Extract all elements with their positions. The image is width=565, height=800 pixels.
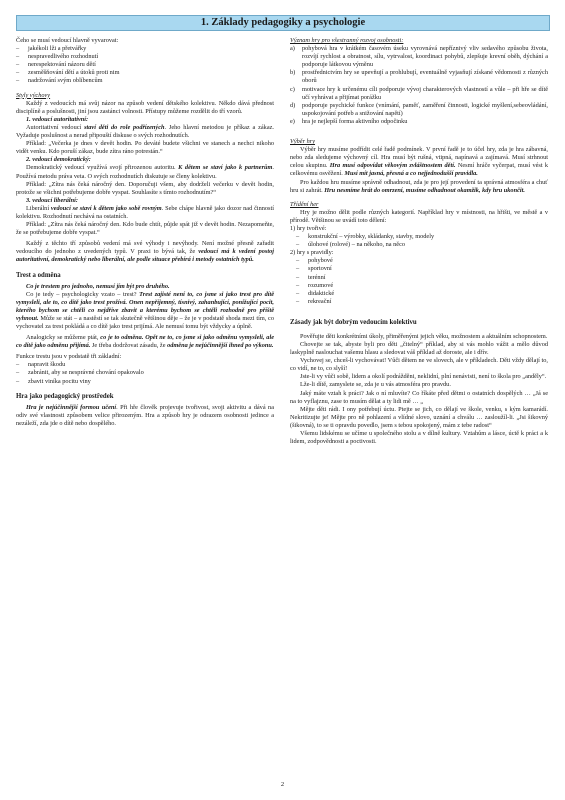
list-item: – zesměšňování dětí a útoků proti nim xyxy=(16,69,120,77)
paragraph: Funkce trestu jsou v podstatě tři základní: xyxy=(16,353,122,361)
subheading: 3. vedoucí liberální: xyxy=(26,196,78,204)
list-item: – pohybové xyxy=(296,257,333,265)
list-item: d) podporuje psychické funkce (vnímání, paměť, zaměření činnosti, logické myšlení,sebeovládání, uspokojování potřeb a snižování napětí) xyxy=(290,101,548,117)
list-item: – napravit škodu xyxy=(16,361,66,369)
paragraph: Jaký máte vztah k práci? Jak o ní mluvíte? Co říkáte před dětmi o ostatních dospělých … „Já se na to vyflajznu, zase to musím dělat a ty lidi mě … „ xyxy=(290,389,548,405)
list-item: – rekreační xyxy=(296,297,332,305)
left-column xyxy=(16,37,274,428)
meaning-heading: Význam hry pro všestranný rozvoj osobnosti: xyxy=(290,37,404,44)
list-item: – konstrukční – výrobky, skládanky, stavby, modely xyxy=(296,233,435,241)
avoid-intro: Čeho se musí vedoucí hlavně vyvarovat: xyxy=(16,37,119,44)
paragraph: Každý z těchto tří způsobů vedení má své výhody i nevýhody. Není možné přesně zařadit vedoucího do jednoho z uvedených typů. V praxi to bývá tak, že vedoucí má k vedení postoj autoritativní, demokratický nebo liberální, ale podle situace přebírá i metody ostatních typů. xyxy=(16,240,275,264)
section-heading: Trest a odměna xyxy=(16,271,61,279)
sort-group-title: 1) hry tvořivé: xyxy=(290,224,327,232)
list-item: – sportovní xyxy=(296,265,332,273)
page-title: 1. Základy pedagogiky a psychologie xyxy=(16,15,550,31)
paragraph: Liberální vedoucí se staví k dětem jako sobě rovným. Sebe chápe hlavně jako dozor nad činností kolektivu. Rozhodnutí nechává na ostatních. xyxy=(16,204,275,220)
list-item: b) prostřednictvím hry se upevňují a prohlubují, eventuálně vyjasňují získané vědomosti z různých oborů xyxy=(290,69,548,85)
list-item: – didaktické xyxy=(296,289,335,297)
list-item: c) motivace hry k určenému cíli podporuje vývoj charakterových vlastností a vůle – při hře se dítě učí vyhrávat a přijímat porážku xyxy=(290,85,548,101)
list-item: – nespravedlivého rozhodnutí xyxy=(16,53,99,61)
paragraph: Příklad: „Zítra nás čeká náročný den. Doporučuji všem, aby dodrželi večerku v devět hodin, protože se všichni potřebujeme dobře vyspat. Souhlasíte s tímto rozhodnutím?“ xyxy=(16,180,274,196)
right-column xyxy=(290,37,548,446)
paragraph: Demokratický vedoucí využívá svojí přirozenou autoritu. K dětem se staví jako k partnerům. Používá metodu práva veta. O svých rozhodnutích diskutuje se členy kolektivu. xyxy=(16,164,274,180)
choice-heading: Výběr hry xyxy=(290,138,316,146)
paragraph: Výběr hry musíme podřídit celé řadě podmínek. V první řadě je to účel hry, zda je hra zábavná, nebo zda sledujeme výchovný cíl. Hra musí být rušná, vtipná, napínavá a zajímavá. Musí strhnout celou skupinu. Hra musí odpovídat věkovým zvláštnostem dětí. Nesmí hráče vyčerpat, musí vést k celkovému osvěžení. Musí mít jasná, přesná a co nejjednodušší pravidla. xyxy=(290,146,548,178)
page-number: 2 xyxy=(280,781,285,788)
paragraph: Chovejte se tak, abyste byli pro děti „čitelný“ příklad, aby si vás mohlo vážit a mělo důvod laskyplně naslouchat vašemu hlasu a sledovat váš příklad až doroste, ale i dřív. xyxy=(290,341,548,357)
subheading: 2. vedoucí demokratický: xyxy=(26,156,91,164)
paragraph: Autoritativní vedoucí staví děti do role podřízených. Jeho hlavní metodou je příkaz a zákaz. Vyžaduje poslušnost a nerad připouští diskuse o svých rozhodnutích. xyxy=(16,123,274,140)
paragraph: Všemu lidskému se učíme u společného stolu a v dílně kultury. Vztahům a lásce, úctě k práci a k lidem, zodpovědnosti a poctivosti. xyxy=(290,430,548,446)
list-item: – jakékoli lži a přetvářky xyxy=(16,45,87,53)
paragraph: Co je tedy – psychologicky vzato – trest? Trest zajisté není to, co jsme si jako trest pro dítě vymysleli, ale to, co dítě jako trest prožívá. Onen nepříjemný, tísnivý, zahanbující, ponižující pocit, kterého bychom se chtěli co nejdříve zbavit a kterému bychom se chtěli rozhodně pro příště vyhnout. Může se stát – a nastěstí se tak skutečně většinou děje – že je v podstatě shoda mezi tím, co vychovatel za trest pokládá a co dítě jako trest prijímá. Ale nemusí tomu být vždycky a úplně. xyxy=(16,290,275,330)
paragraph: Jste-li vy vůči sobě, lidem a okolí podrážděni, neklidní, plní nenávisti, není to škola pro „anděly“. xyxy=(300,373,547,381)
section-heading: Hra jako pedagogický prostředek xyxy=(16,392,114,400)
paragraph: Lže-li dítě, zamyslete se, zda je u vás atmosféra pro pravdu. xyxy=(300,381,451,389)
list-item: e) hra je nejlepší forma aktivního odpočinku xyxy=(290,117,408,125)
list-item: – terénní xyxy=(296,273,326,281)
paragraph: Mějte děti rádi. I ony potřebují úctu. Ptejte se jich, co dělají ve škole, venku, s kým kamarádí. Nekritizujte je! Mějte pro ně pohlazení a vlídné slovo, uznání a chválu … zasloužíl-li. „Jsi šikovný (šikovná), to se ti opravdu povedlo, jsem s tebou spokojený, mám z tebe radost“ xyxy=(290,405,548,429)
sort-group-title: 2) hry s pravidly: xyxy=(290,249,334,257)
paragraph: Každý z vedoucích má svůj názor na způsob vedení dětského kolektivu. Někdo dává přednost disciplíně a poslušnosti, jiní jsou zastánci volnosti. Přístupy můžeme rozdělit do tří vzorů. xyxy=(16,99,274,115)
list-item: – nerespektování názoru dětí xyxy=(16,61,96,69)
list-item: a) pohybová hra v krátkém časovém úseku vyrovnává nepříznivý vliv sedavého způsobu života, rozvíjí rychlost a obratnost, sílu, vytrvalost, koordinaci pohybů, zlepšuje krevní oběh, dýchání a podporuje látkovou výměnu xyxy=(290,45,548,69)
paragraph: Hra je nejúčinnější formou učení. Při hře člověk projevuje tvořivost, svoji aktivitu a dává na odiv své vlastnosti způsobem velice přirozeným. Hra a způsob hry je odrazem osobnosti jedince a nezáleží, zda jde o dítě nebo dospělého. xyxy=(16,403,274,427)
paragraph: Pověřujte děti konkrétními úkoly, přiměřenými jejich věku, možnostem a aktuálním schopnostem. xyxy=(300,332,548,340)
list-item: – zabránit, aby se nesprávné chování opakovalo xyxy=(16,369,144,377)
list-item: – rozumové xyxy=(296,281,334,289)
paragraph: Analogicky se můžeme ptát, co je to odměna. Opět ne to, co jsme si jako odměnu vymysleli, ale co dítě jako odměnu přijímá. Je třeba dodržovat zásadu, že odměna je nejúčinnější ihned po výkonu. xyxy=(16,334,274,350)
paragraph: Pro každou hru musíme správně odhadnout, zda je pro její provedení ta správná atmosféra a chuť hru si zahrát. Hru nesmíme hrát do omrzení, musíme odhadnout okamžik, kdy hru ukončit. xyxy=(290,178,548,194)
list-item: – nadržování svým oblíbencům xyxy=(16,77,103,85)
section-heading: Zásady jak být dobrým vedoucím kolektivu xyxy=(290,318,417,326)
paragraph: Příklad: „Večerka je dnes v devět hodin. Po deváté budete všichni ve stanech a nechci nikoho vidět venku. Kdo poruší zákaz, bude zítra ráno potrestán.“ xyxy=(16,140,274,156)
paragraph: Hry je možno dělit podle různých kategorií. Například hry v místnosti, na hřišti, ve městě a v přírodě. Většinou se uvádí toto dělení: xyxy=(290,208,548,224)
list-item: – zbavit viníka pocitu viny xyxy=(16,377,91,385)
paragraph: Vychovej se, chceš-li vychovávat! Vůči dětem ne ve slovech, ale v příkladech. Děti vždy dělají to, co vidí, ne to, co slyší! xyxy=(290,357,548,373)
subheading: 1. vedoucí autoritativní: xyxy=(26,115,89,123)
styles-heading: Styly výchovy xyxy=(16,91,51,99)
paragraph: Příklad: „Zítra nás čeká náročný den. Kdo bude chtít, půjde spát již v devět hodin. Nezapomeňte, že se potřebujeme dobře vyspat.“ xyxy=(16,221,274,237)
sort-heading: Třídění her xyxy=(290,200,319,208)
paragraph: Co je trestem pro jednoho, nemusí jím být pro druhého. xyxy=(26,282,170,290)
list-item: – úlohové (rolové) – na někoho, na něco xyxy=(296,241,406,249)
